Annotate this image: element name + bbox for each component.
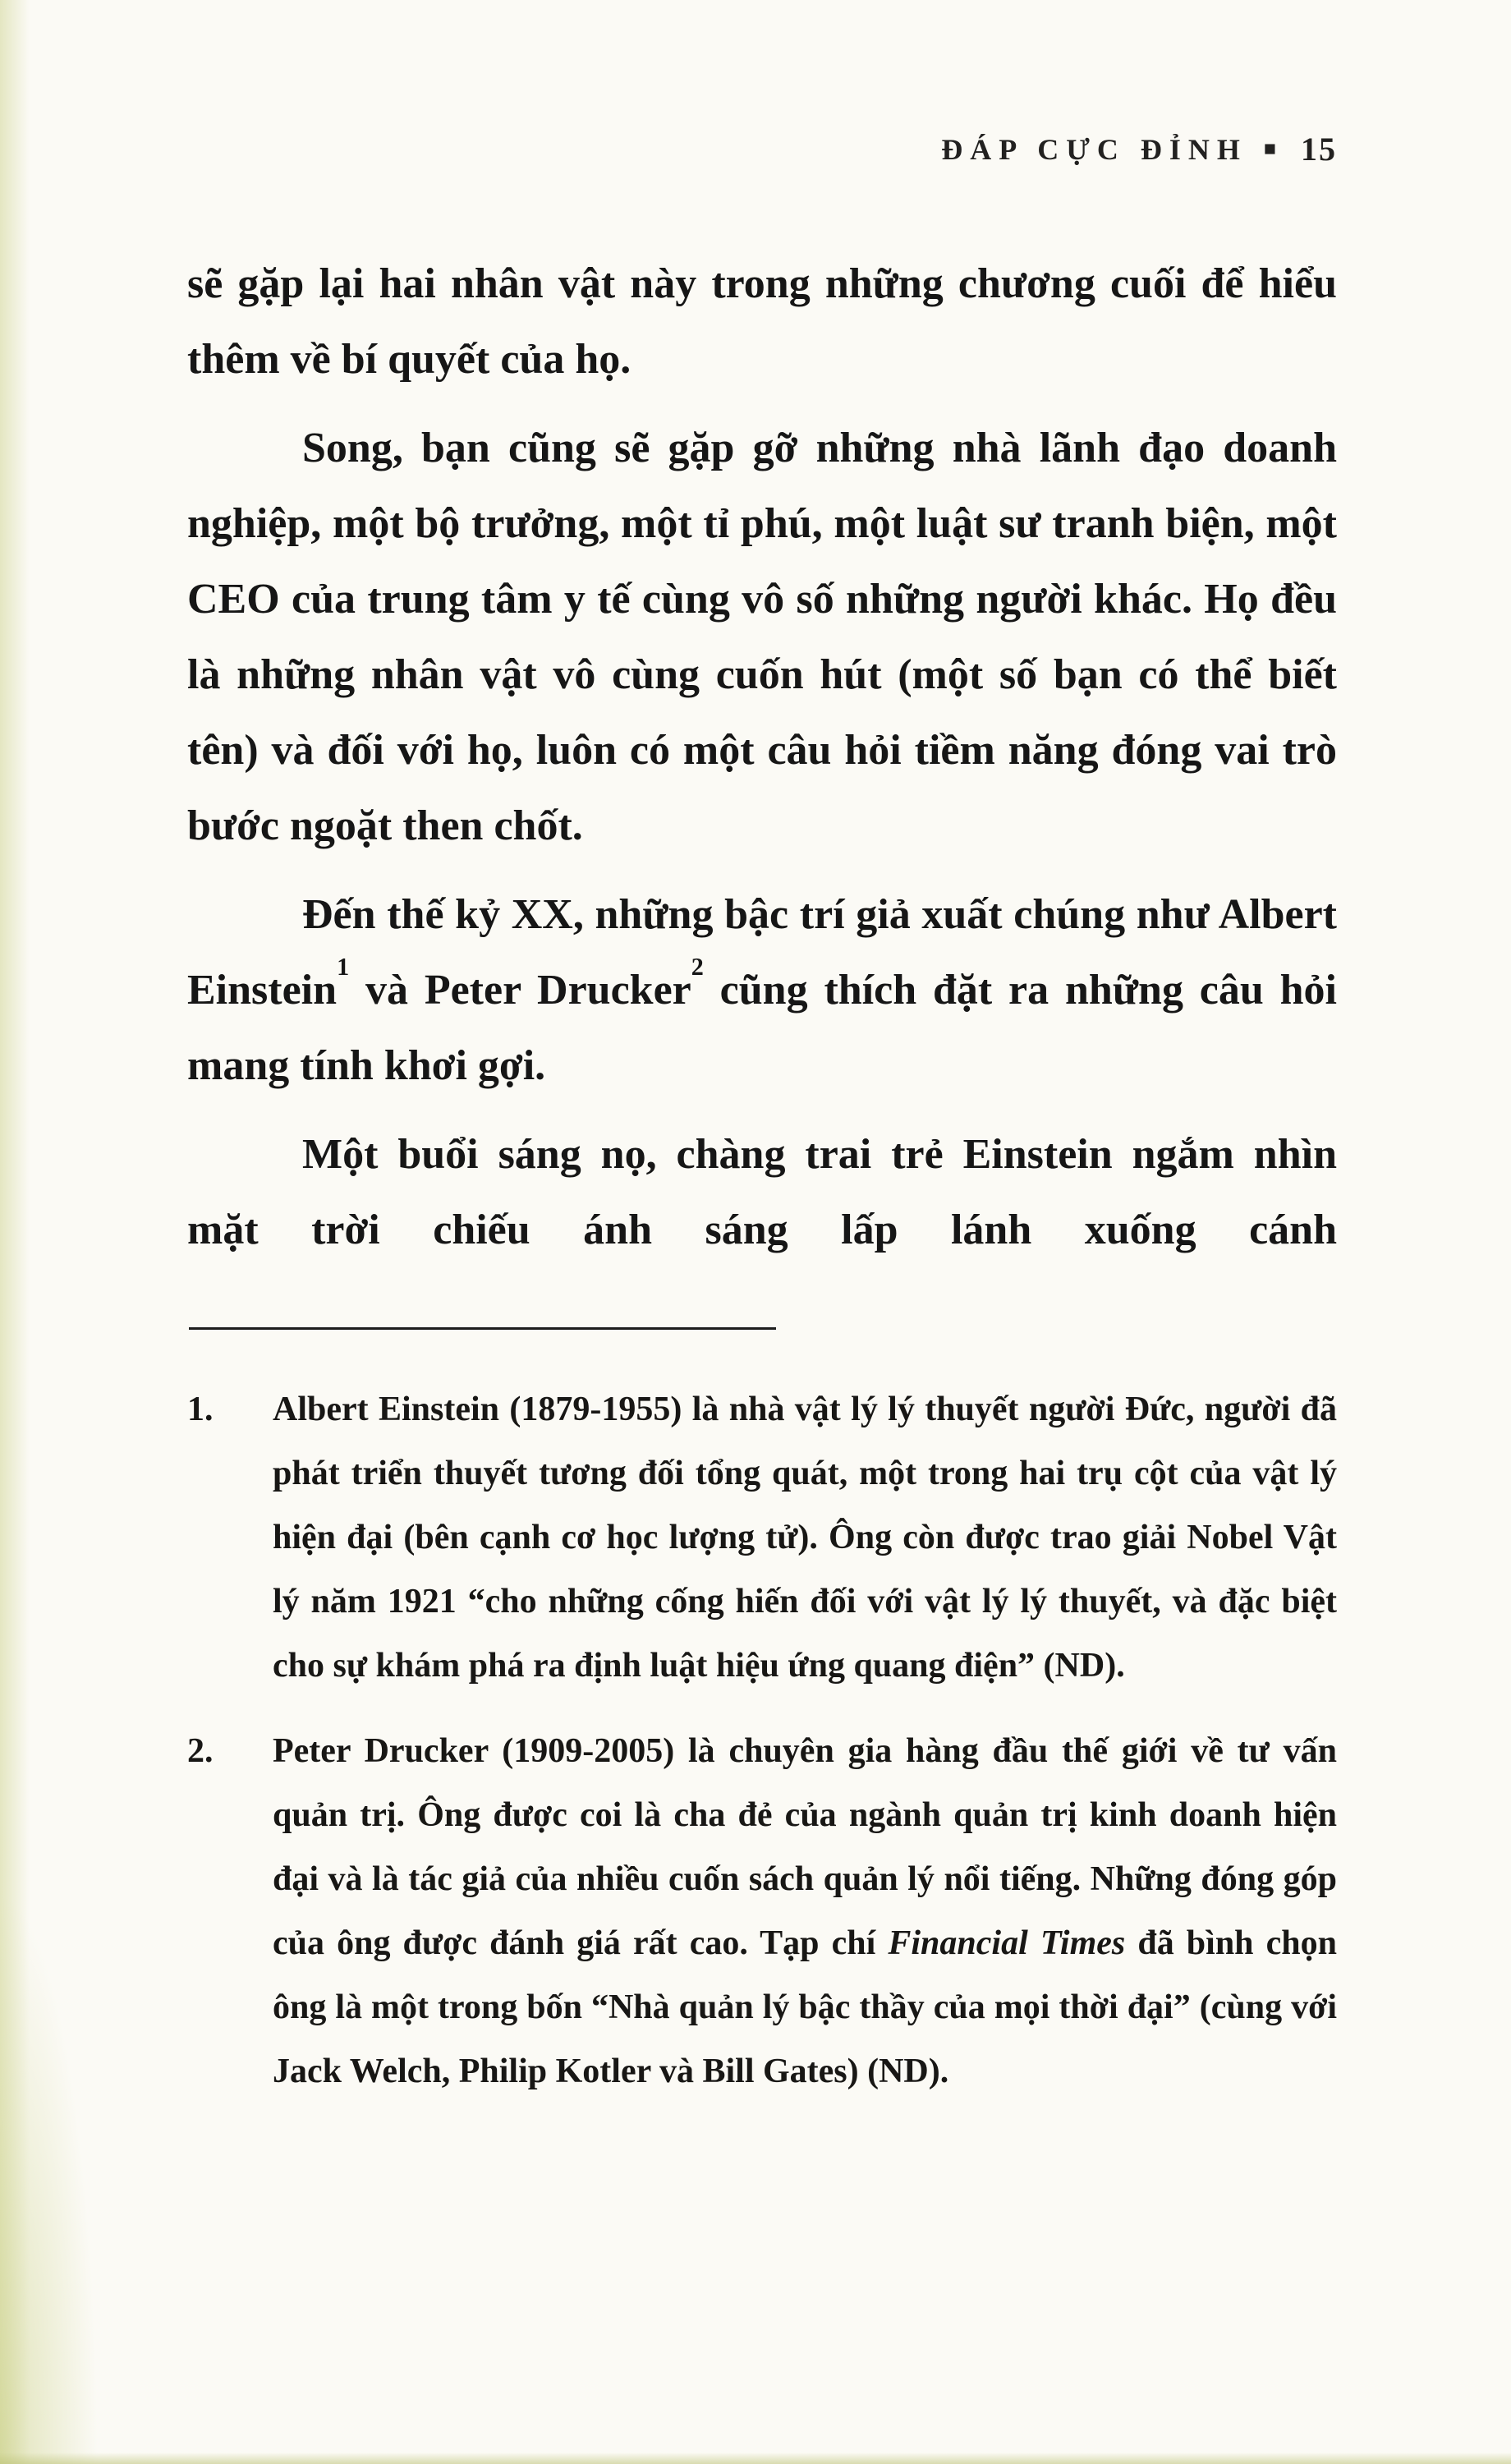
page-number: 15 <box>1301 131 1337 168</box>
paragraph-text-segment: và Peter Drucker <box>349 967 691 1014</box>
scan-tint-left-edge <box>0 0 30 2464</box>
running-title: ĐÁP CỰC ĐỈNH <box>941 132 1247 166</box>
journal-name-italic: Financial Times <box>888 1924 1126 1962</box>
paragraph-leaders: Song, bạn cũng sẽ gặp gỡ những nhà lãnh đạo doanh nghiệp, một bộ trưởng, một tỉ phú, một luật sư tranh biện, một CEO của trung tâm y tế cùng vô số những người khác. Họ đều là những nhân vật vô cùng cuốn hút (một số bạn có thể biết tên) và đối với họ, luôn có một câu hỏi tiềm năng đóng vai trò bước ngoặt then chốt. <box>187 425 1337 849</box>
footnote-number: 1. <box>187 1391 214 1428</box>
footnote-text-segment: Peter Drucker (1909-2005) là chuyên gia hàng đầu thế giới về tư vấn quản trị. Ông được coi là cha đẻ của ngành quản trị kinh doanh hiện đại và là tác giả của nhiều cuốn sách quản lý nổi tiếng. Những đóng góp của ông được đánh giá rất cao. Tạp chí <box>273 1732 1337 1962</box>
footnote-marker-1: 1 <box>337 953 350 981</box>
paragraph-einstein-drucker <box>187 877 1337 1104</box>
scan-tint-bottom-left-corner <box>0 1889 99 2464</box>
footnote-text: Albert Einstein (1879-1955) là nhà vật lý lý thuyết người Đức, người đã phát triển thuyết tương đối tổng quát, một trong hai trụ cột của vật lý hiện đại (bên cạnh cơ học lượng tử). Ông còn được trao giải Nobel Vật lý năm 1921 “cho những cống hiến đối với vật lý lý thuyết, và đặc biệt cho sự khám phá ra định luật hiệu ứng quang điện” (ND). <box>273 1391 1337 1685</box>
footnote-divider <box>189 1327 776 1330</box>
scan-tint-bottom-edge <box>0 2453 1511 2464</box>
paragraph-text-segment: cũng thích đặt ra những câu hỏi mang tính khơi gợi. <box>187 967 1337 1089</box>
paragraph-continuation: sẽ gặp lại hai nhân vật này trong những chương cuối để hiểu thêm về bí quyết của họ. <box>187 260 1337 383</box>
footnotes-section <box>187 1377 1337 2103</box>
square-separator-icon: ■ <box>1263 138 1276 160</box>
footnote-text <box>273 1719 1337 2103</box>
footnote-2 <box>187 1719 1337 2103</box>
running-header <box>941 130 1337 168</box>
footnote-1 <box>187 1377 1337 1698</box>
text-column <box>187 246 1337 2125</box>
footnote-number: 2. <box>187 1732 214 1770</box>
paragraph-text-segment: Đến thế kỷ XX, những bậc trí giả xuất chúng như Albert Einstein <box>187 891 1337 1014</box>
footnote-marker-2: 2 <box>691 953 704 981</box>
paragraph-einstein-morning: Một buổi sáng nọ, chàng trai trẻ Einstein ngắm nhìn mặt trời chiếu ánh sáng lấp lánh xuống cánh <box>187 1131 1337 1253</box>
footnote-text-segment: đã bình chọn ông là một trong bốn “Nhà quản lý bậc thầy của mọi thời đại” (cùng với Jack Welch, Philip Kotler và Bill Gates) (ND). <box>273 1924 1337 2090</box>
